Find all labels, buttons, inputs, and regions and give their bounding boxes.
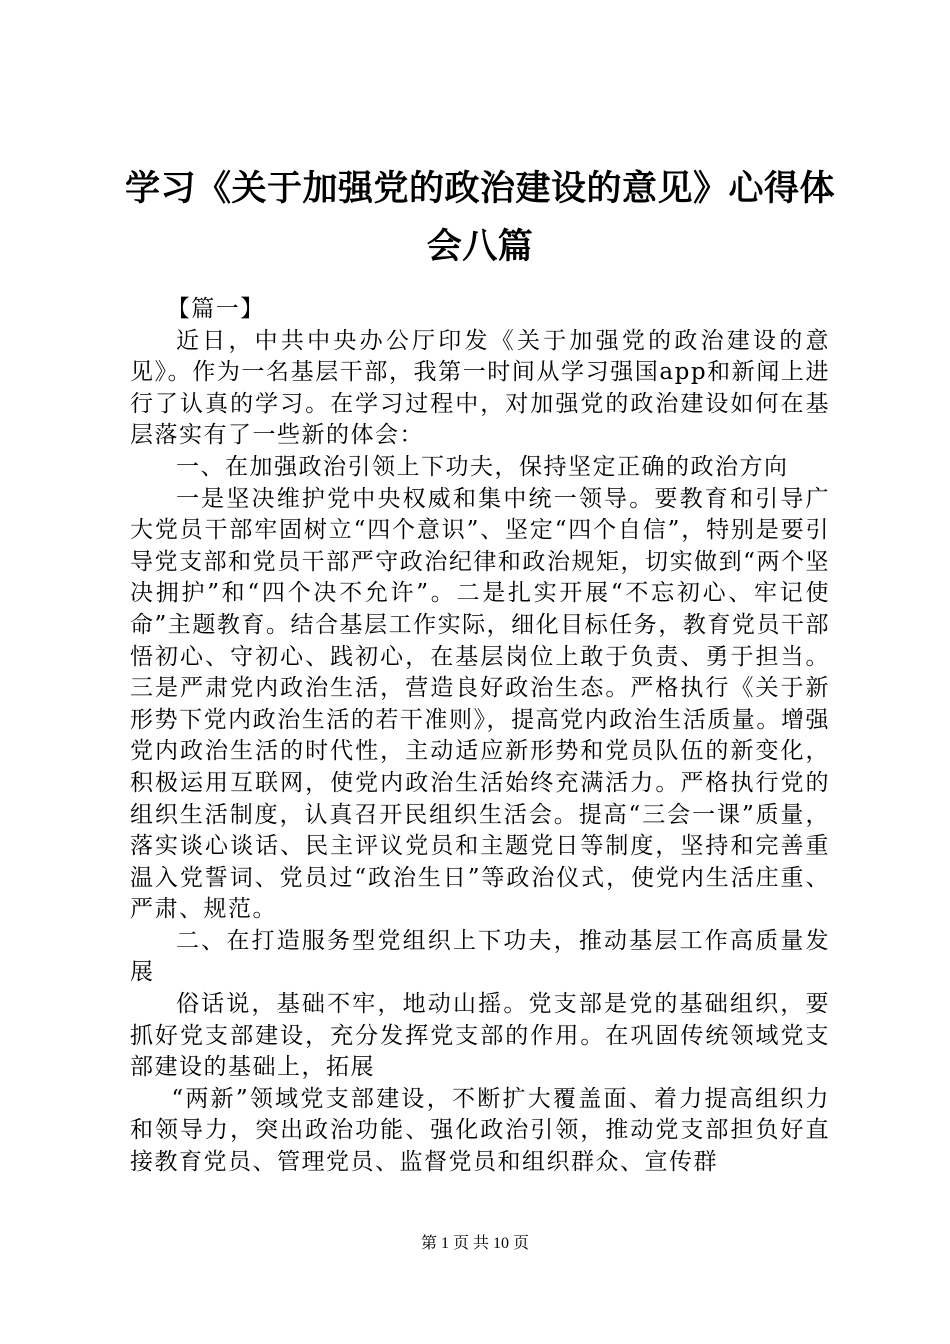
paragraph-section-two-a: 俗话说，基础不牢，地动山摇。党支部是党的基础组织，要抓好党支部建设，充分发挥党支部的作用。在巩固传统领域党支部建设的基础上，拓展 [130, 991, 830, 1081]
section-label: 【篇一】 [166, 296, 265, 322]
paragraph-section-two-b: “两新”领域党支部建设，不断扩大覆盖面、着力提高组织力和领导力，突出政治功能、强化政治引领，推动党支部担负好直接教育党员、管理党员、监督党员和组织群众、宣传群 [130, 1085, 830, 1176]
title-line-1: 学习《关于加强党的政治建设的意见》心得体 [124, 168, 835, 209]
document-title [120, 160, 840, 276]
page-footer: 第 1 页 共 10 页 [420, 1235, 529, 1252]
document-body [130, 294, 830, 1179]
paragraph-section-one: 一是坚决维护党中央权威和集中统一领导。要教育和引导广大党员干部牢固树立“四个意识”、坚定“四个自信”，特别是要引导党支部和党员干部严守政治纪律和政治规矩，切实做到“两个坚决拥护”和“四个决不允许”。二是扎实开展“不忘初心、牢记使命”主题教育。结合基层工作实际，细化目标任务，教育党员干部悟初心、守初心、践初心，在基层岗位上敢于负责、勇于担当。三是严肃党内政治生活，营造良好政治生态。严格执行《关于新形势下党内政治生活的若干准则》，提高党内政治生活质量。增强党内政治生活的时代性，主动适应新形势和党员队伍的新变化，积极运用互联网，使党内政治生活始终充满活力。严格执行党的组织生活制度，认真召开民组织生活会。提高“三会一课”质量，落实谈心谈话、民主评议党员和主题党日等制度，坚持和完善重温入党誓词、党员过“政治生日”等政治仪式，使党内生活庄重、严肃、规范。 [130, 485, 830, 923]
heading-section-one: 一、在加强政治引领上下功夫，保持坚定正确的政治方向 [176, 453, 789, 480]
title-line-2: 会八篇 [426, 226, 534, 267]
paragraph-intro: 近日，中共中央办公厅印发《关于加强党的政治建设的意见》。作为一名基层干部，我第一时间从学习强国app和新闻上进行了认真的学习。在学习过程中，对加强党的政治建设如何在基层落实有了一些新的体会： [130, 327, 830, 449]
heading-section-two: 二、在打造服务型党组织上下功夫，推动基层工作高质量发展 [130, 927, 830, 986]
